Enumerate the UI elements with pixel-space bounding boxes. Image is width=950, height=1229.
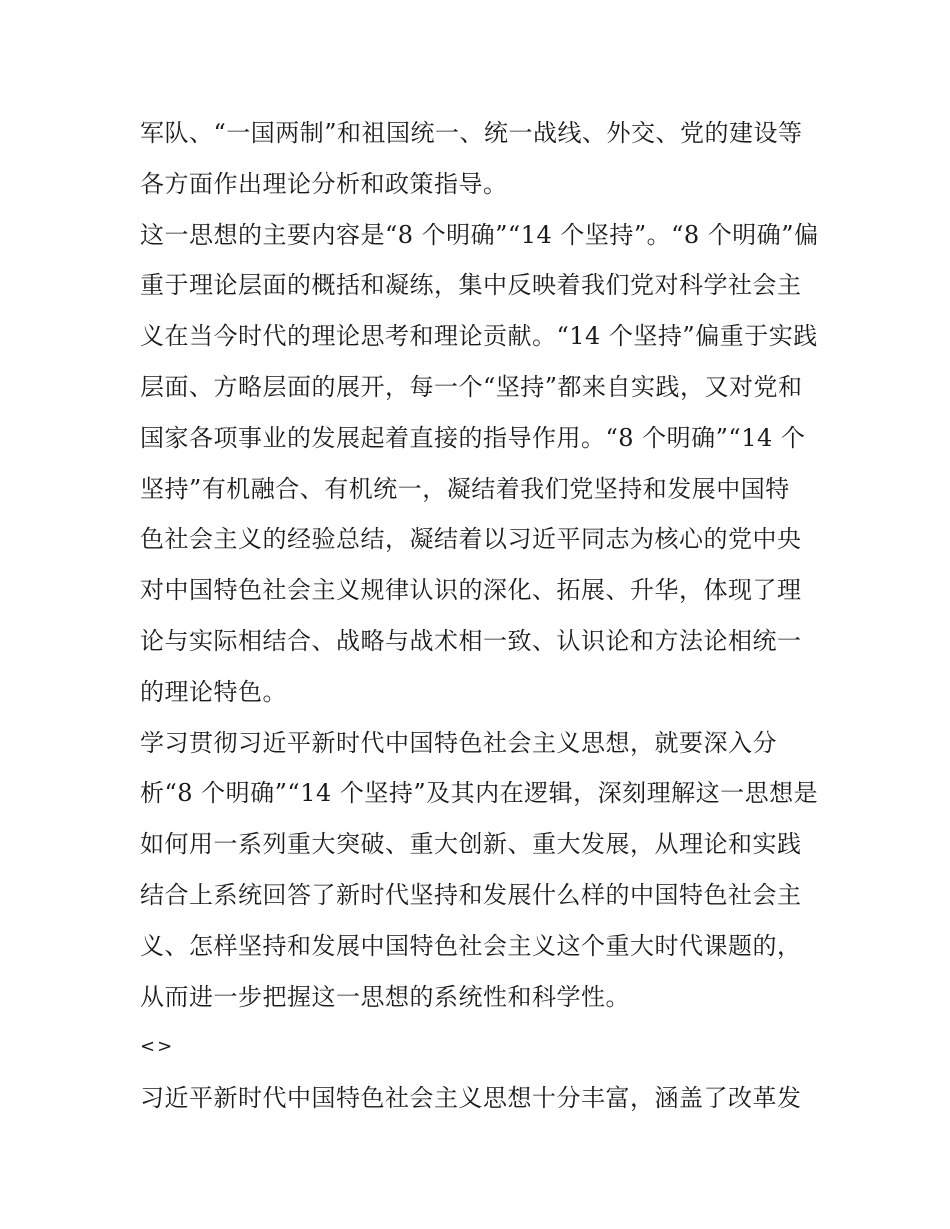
text-line: 坚持”有机融合、有机统一，凝结着我们党坚持和发展中国特: [140, 474, 790, 503]
text-line: 色社会主义的经验总结，凝结着以习近平同志为核心的党中央: [140, 525, 802, 554]
text-line: 重于理论层面的概括和凝练，集中反映着我们党对科学社会主: [140, 271, 802, 300]
text-line: 论与实际相结合、战略与战术相一致、认识论和方法论相统一: [140, 626, 802, 655]
text-line: 的理论特色。: [140, 677, 287, 706]
text-line: 层面、方略层面的展开，每一个“坚持”都来自实践，又对党和: [140, 372, 803, 401]
section-marker: <>: [140, 1036, 175, 1058]
text-line: 义、怎样坚持和发展中国特色社会主义这个重大时代课题的，: [140, 931, 802, 960]
text-line: 各方面作出理论分析和政策指导。: [140, 169, 508, 198]
text-line: 从而进一步把握这一思想的系统性和科学性。: [140, 982, 630, 1011]
text-line: 习近平新时代中国特色社会主义思想十分丰富，涵盖了改革发: [140, 1084, 802, 1113]
text-line: 学习贯彻习近平新时代中国特色社会主义思想，就要深入分: [140, 728, 777, 757]
text-line: 义在当今时代的理论思考和理论贡献。“14 个坚持”偏重于实践: [140, 322, 818, 351]
text-line: 对中国特色社会主义规律认识的深化、拓展、升华，体现了理: [140, 576, 802, 605]
text-line: 军队、“一国两制”和祖国统一、统一战线、外交、党的建设等: [140, 119, 803, 147]
body-text: [140, 108, 820, 1124]
text-line: 国家各项事业的发展起着直接的指导作用。“8 个明确”“14 个: [140, 423, 806, 452]
text-line: 这一思想的主要内容是“8 个明确”“14 个坚持”。“8 个明确”偏: [140, 220, 819, 249]
text-line: 析“8 个明确”“14 个坚持”及其内在逻辑，深刻理解这一思想是: [140, 779, 819, 808]
text-line: 结合上系统回答了新时代坚持和发展什么样的中国特色社会主: [140, 880, 802, 909]
text-line: 如何用一系列重大突破、重大创新、重大发展，从理论和实践: [140, 830, 802, 859]
